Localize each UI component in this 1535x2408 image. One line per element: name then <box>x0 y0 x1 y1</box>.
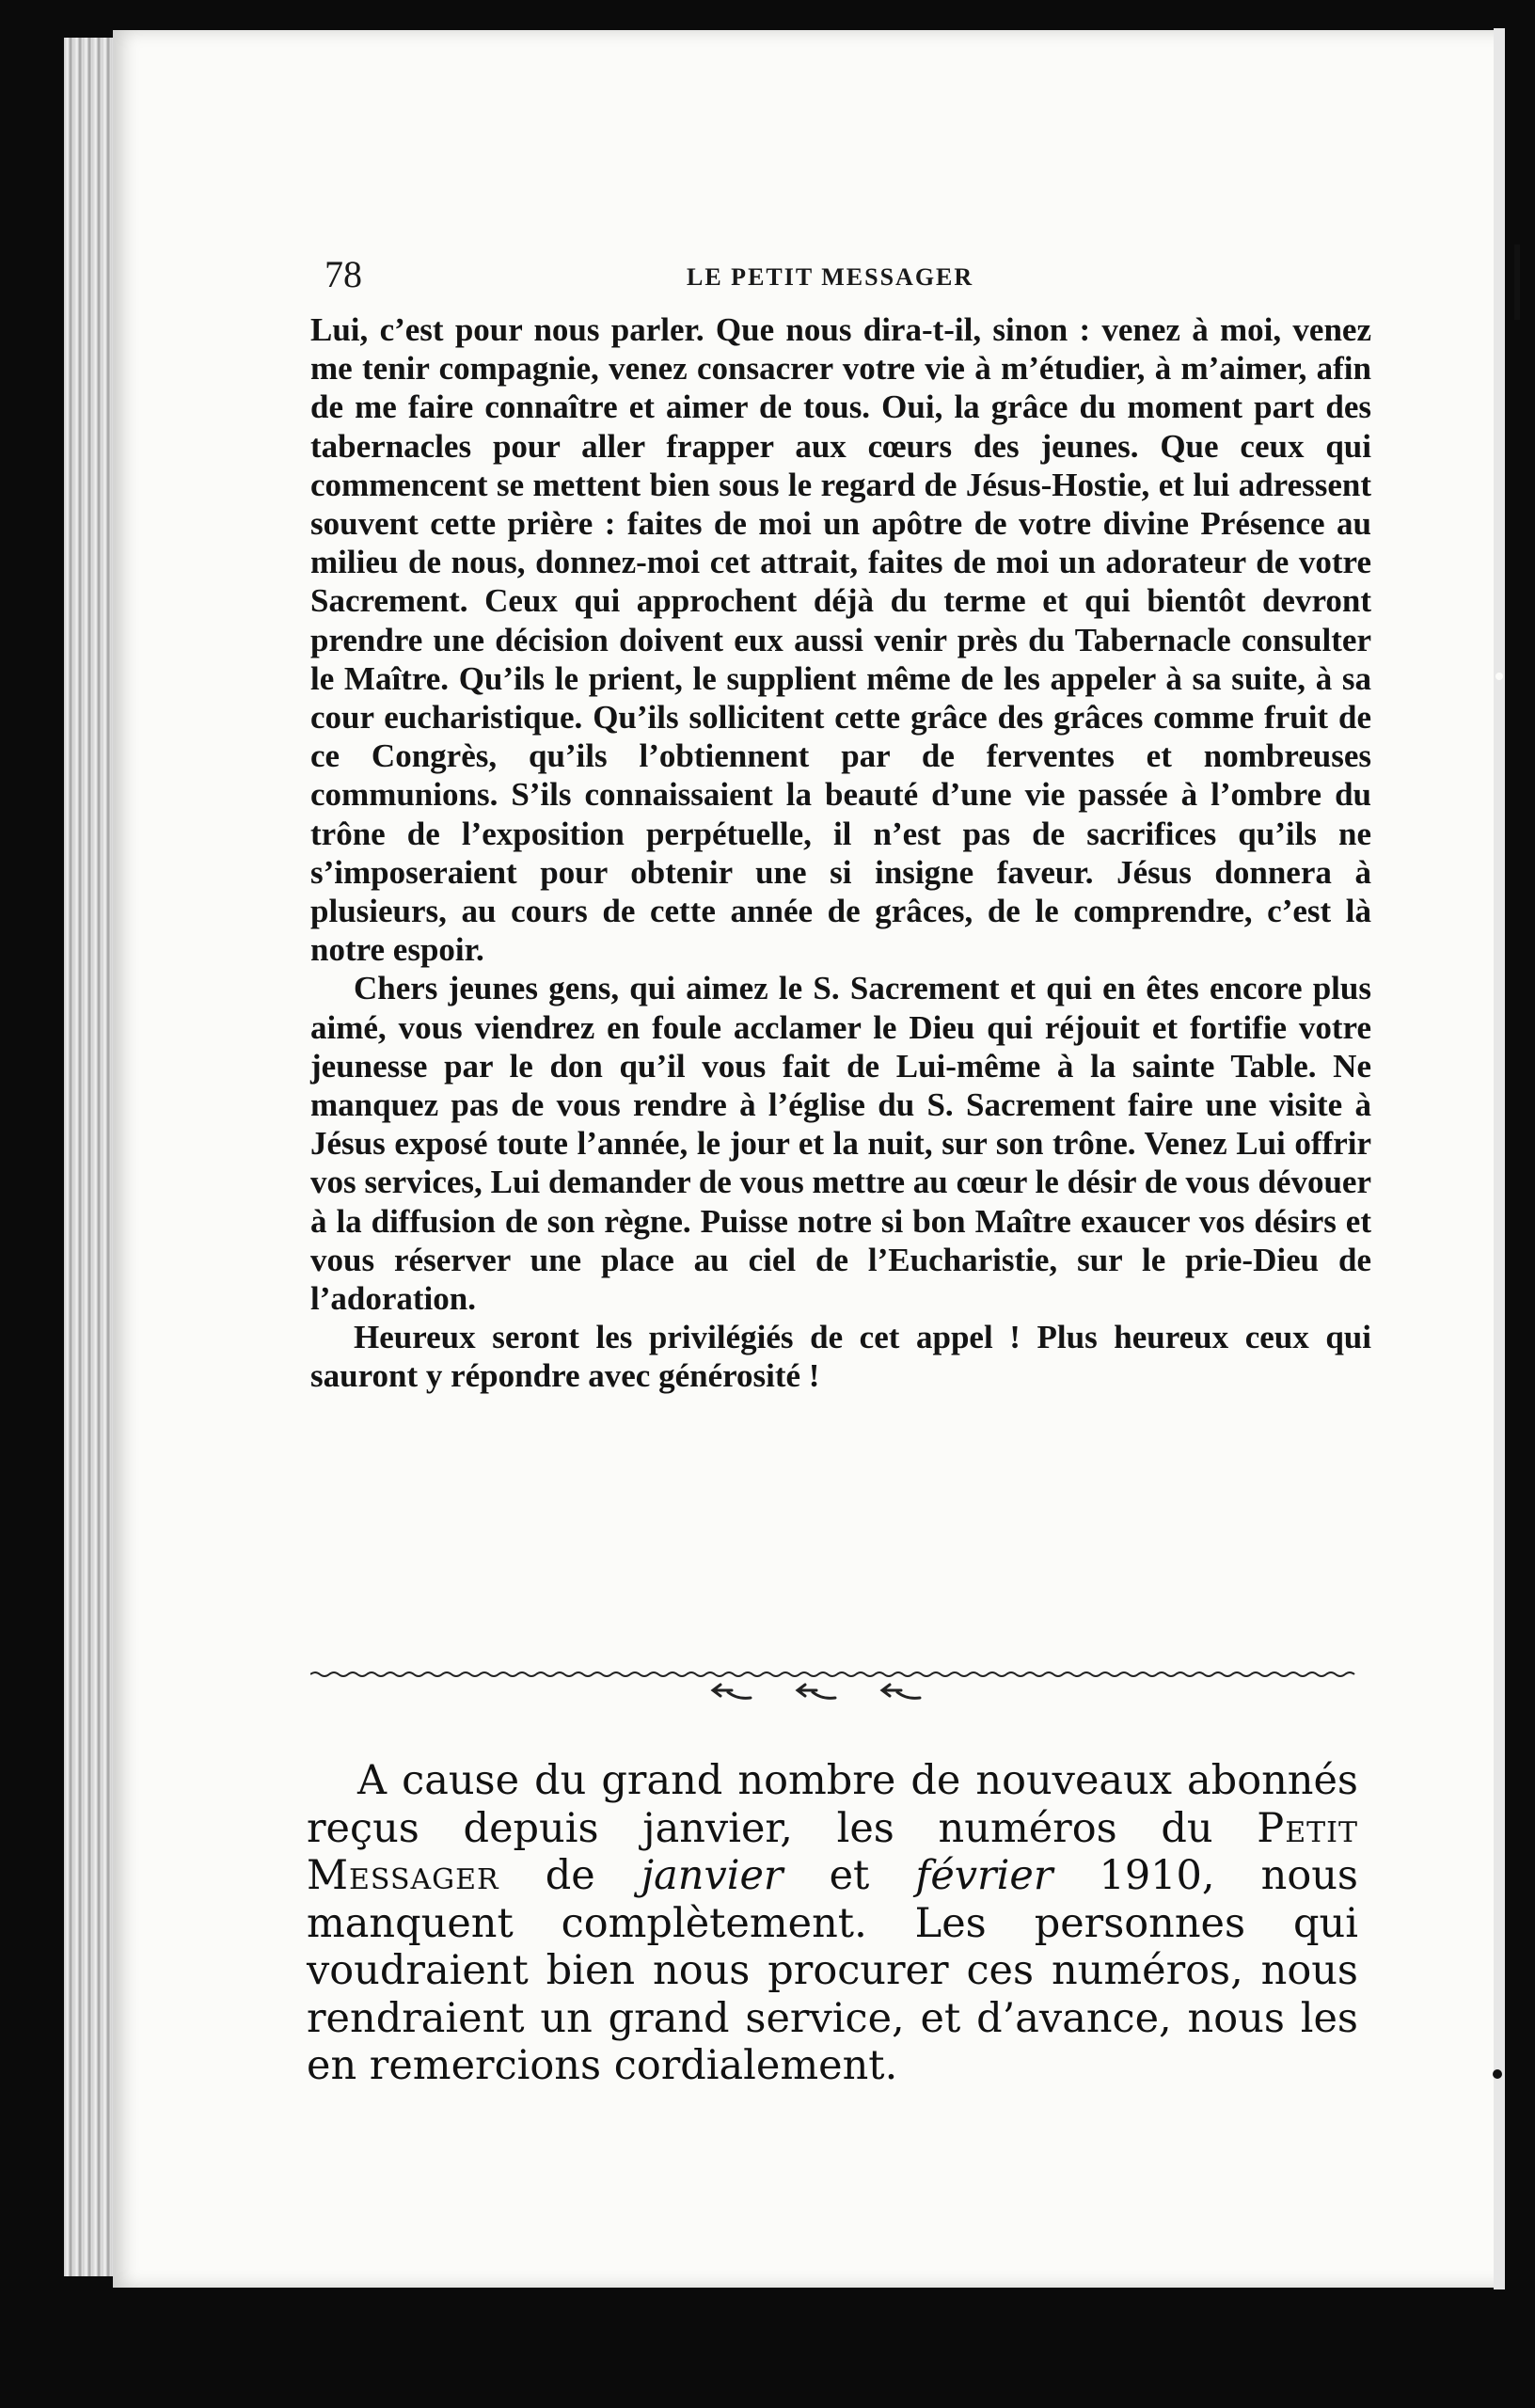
subscription-notice <box>307 1757 1358 2090</box>
scan-speck <box>1495 673 1503 680</box>
publication-name: Petit Messager <box>307 1804 1358 1899</box>
paragraph-3: Heureux seront les privilégiés de cet appel ! Plus heureux ceux qui sauront y répondre avec générosité ! <box>310 1319 1371 1395</box>
paragraph-2: Chers jeunes gens, qui aimez le S. Sacrement et qui en êtes encore plus aimé, vous viendrez en foule acclamer le Dieu qui réjouit et fortifie votre jeunesse par le don qu’il vous fait de Lui-même à la sainte Table. Ne manquez pas de vous rendre à l’église du S. Sacrement faire une visite à Jésus exposé toute l’année, le jour et la nuit, sur son trône. Venez Lui offrir vos services, Lui demander de vous mettre au cœur le désir de vous dévouer à la diffusion de son règne. Puisse notre si bon Maître exaucer vos désirs et vous réserver une place au ciel de l’Eucharistie, sur le prie-Dieu de l’adoration. <box>310 970 1371 1318</box>
ornament-icon <box>705 1679 950 1717</box>
page-right-edge <box>1494 28 1505 2289</box>
binding-mark <box>1514 245 1520 320</box>
article-body <box>310 310 1371 1396</box>
paragraph-1: Lui, c’est pour nous parler. Que nous dira-t-il, sinon : venez à moi, venez me tenir compagnie, venez consacrer votre vie à m’étudier, à m’aimer, afin de me faire connaître et aimer de tous. Oui, la grâce du moment part des tabernacles pour aller frapper aux cœurs des jeunes. Que ceux qui commencent se mettent bien sous le regard de Jésus-Hostie, et lui adressent souvent cette prière : faites de moi un apôtre de votre divine Présence au milieu de nous, donnez-moi cet attrait, faites de moi un adorateur de votre Sacrement. Ceux qui approchent déjà du terme et qui bientôt devront prendre une décision doivent eux aussi venir près du Tabernacle consulter le Maître. Qu’ils le prient, le supplient même de les appeler à sa suite, à sa cour eucharistique. Qu’ils sollicitent cette grâce des grâces comme fruit de ce Congrès, qu’ils l’obtiennent par de ferventes et nombreuses communions. S’ils connaissaient la beauté d’une vie passée à l’ombre du trône de l’exposition perpétuelle, il n’est pas de sacrifices qu’ils ne s’imposeraient pour obtenir une si insigne faveur. Jésus donnera à plusieurs, au cours de cette année de grâces, de le comprendre, c’est là notre espoir. <box>310 311 1371 969</box>
running-head <box>324 252 1359 309</box>
notice-part-2: de <box>498 1852 641 1899</box>
scan-speck <box>1493 2069 1502 2079</box>
month-january: janvier <box>641 1852 783 1899</box>
notice-paragraph <box>307 1757 1358 2090</box>
book-page-edges <box>64 38 120 2276</box>
notice-part-1: A cause du grand nombre de nouveaux abonnés reçus depuis janvier, les numéros du <box>307 1757 1358 1852</box>
running-title: LE PETIT MESSAGER <box>687 263 974 291</box>
notice-part-4: 1910, nous manquent complètement. Les personnes qui voudraient bien nous procurer ces numéros, nous rendraient un grand service, et d’avance, nous les en remercions cordialement. <box>307 1852 1358 2089</box>
notice-part-3: et <box>783 1852 916 1899</box>
month-february: février <box>915 1852 1053 1899</box>
page-number: 78 <box>324 253 362 295</box>
